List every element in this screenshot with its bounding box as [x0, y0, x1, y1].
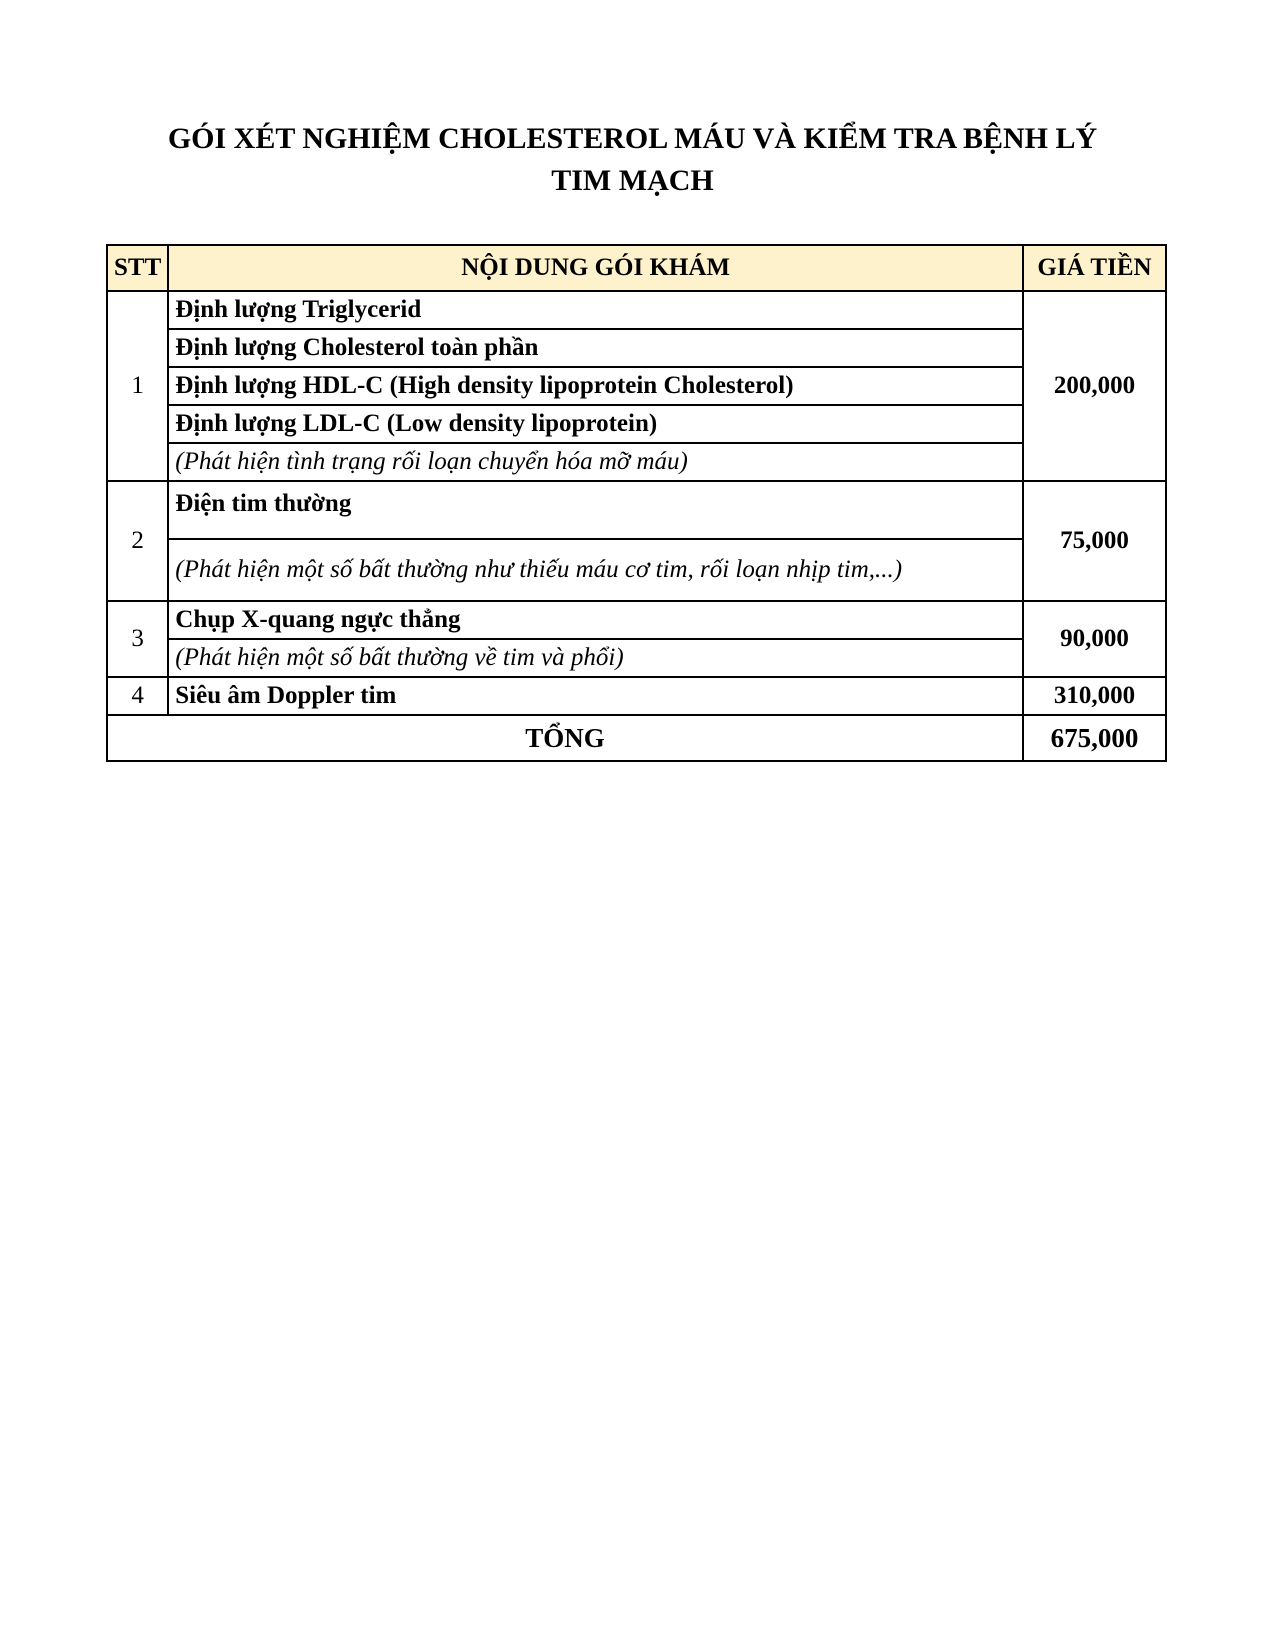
service-note: (Phát hiện một số bất thường về tim và phổi) [168, 639, 1023, 677]
table-row [107, 481, 1166, 539]
service-item: Định lượng HDL-C (High density lipoprotein Cholesterol) [168, 367, 1023, 405]
table-row [107, 405, 1166, 443]
header-stt: STT [107, 245, 168, 291]
row-price: 75,000 [1023, 481, 1166, 601]
row-price: 310,000 [1023, 677, 1166, 715]
service-item: Định lượng Triglycerid [168, 291, 1023, 329]
header-price: GIÁ TIỀN [1023, 245, 1166, 291]
table-row [107, 291, 1166, 329]
title-line-1: GÓI XÉT NGHIỆM CHOLESTEROL MÁU VÀ KIỂM TRA BỆNH LÝ [167, 122, 1098, 155]
service-note: (Phát hiện một số bất thường như thiếu máu cơ tim, rối loạn nhịp tim,...) [168, 539, 1023, 601]
total-row [107, 715, 1166, 761]
service-item: Chụp X-quang ngực thẳng [168, 601, 1023, 639]
service-item: Siêu âm Doppler tim [168, 677, 1023, 715]
table-header-row [107, 245, 1166, 291]
header-content: NỘI DUNG GÓI KHÁM [168, 245, 1023, 291]
row-stt: 4 [107, 677, 168, 715]
total-label: TỔNG [107, 715, 1023, 761]
row-stt: 2 [107, 481, 168, 601]
table-row [107, 639, 1166, 677]
service-item: Điện tim thường [168, 481, 1023, 539]
table-row [107, 601, 1166, 639]
row-price: 90,000 [1023, 601, 1166, 677]
service-note: (Phát hiện tình trạng rối loạn chuyển hóa mỡ máu) [168, 443, 1023, 481]
table-row [107, 367, 1166, 405]
title-line-2: TIM MẠCH [551, 164, 714, 197]
total-price: 675,000 [1023, 715, 1166, 761]
service-item: Định lượng LDL-C (Low density lipoprotein) [168, 405, 1023, 443]
service-item: Định lượng Cholesterol toàn phần [168, 329, 1023, 367]
table-row [107, 539, 1166, 601]
page-title [100, 118, 1165, 202]
package-table [106, 244, 1167, 762]
row-stt: 1 [107, 291, 168, 481]
table-row [107, 443, 1166, 481]
row-price: 200,000 [1023, 291, 1166, 481]
table-row [107, 329, 1166, 367]
row-stt: 3 [107, 601, 168, 677]
table-row [107, 677, 1166, 715]
